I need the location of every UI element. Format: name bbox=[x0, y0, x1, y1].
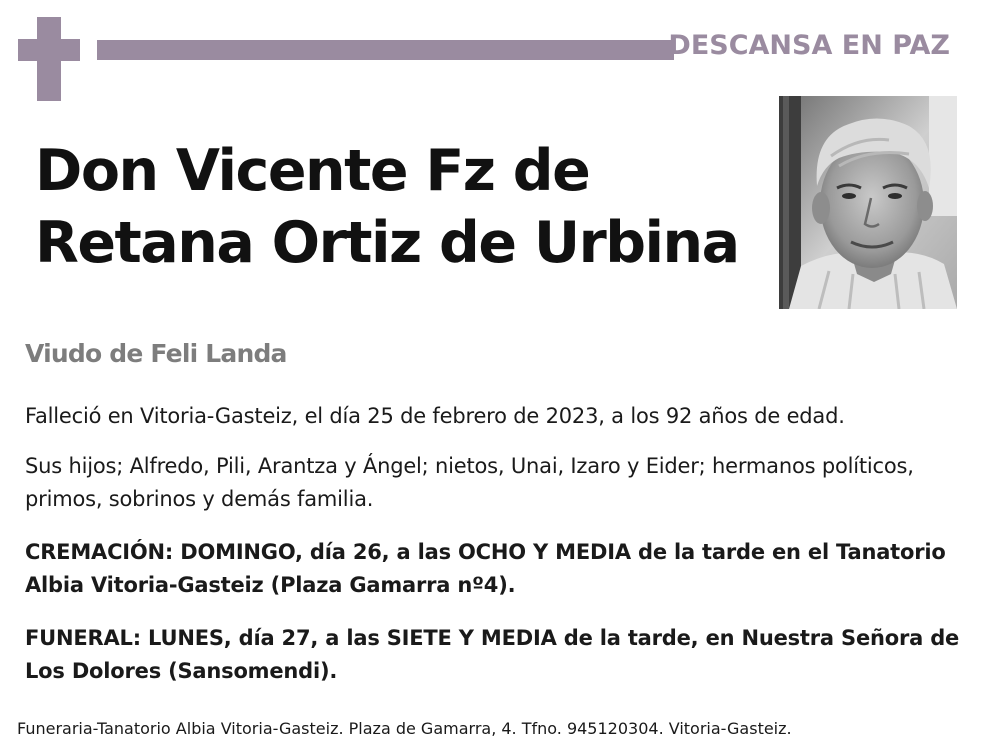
deceased-portrait-photo bbox=[779, 96, 957, 309]
death-announcement-text: Falleció en Vitoria-Gasteiz, el día 25 de febrero de 2023, a los 92 años de edad. bbox=[25, 404, 845, 428]
rest-in-peace-heading: DESCANSA EN PAZ bbox=[668, 30, 950, 61]
cremation-details-text: CREMACIÓN: DOMINGO, día 26, a las OCHO Y MEDIA de la tarde en el Tanatorio Albia Vitoria-Gasteiz (Plaza Gamarra nº4). bbox=[25, 540, 946, 597]
widower-subtitle: Viudo de Feli Landa bbox=[25, 339, 287, 368]
deceased-name bbox=[35, 135, 765, 279]
cross-horizontal-bar bbox=[18, 39, 80, 61]
family-list-text: Sus hijos; Alfredo, Pili, Arantza y Ángel; nietos, Unai, Izaro y Eider; hermanos políticos, primos, sobrinos y demás familia. bbox=[25, 454, 914, 511]
header-rule bbox=[97, 40, 674, 60]
funeral-details-text: FUNERAL: LUNES, día 27, a las SIETE Y MEDIA de la tarde, en Nuestra Señora de Los Dolores (Sansomendi). bbox=[25, 626, 960, 683]
funeral-home-footer: Funeraria-Tanatorio Albia Vitoria-Gasteiz. Plaza de Gamarra, 4. Tfno. 945120304. Vitoria-Gasteiz. bbox=[17, 719, 792, 738]
deceased-name-line-1: Don Vicente Fz de bbox=[35, 138, 590, 204]
deceased-name-line-2: Retana Ortiz de Urbina bbox=[35, 210, 739, 276]
